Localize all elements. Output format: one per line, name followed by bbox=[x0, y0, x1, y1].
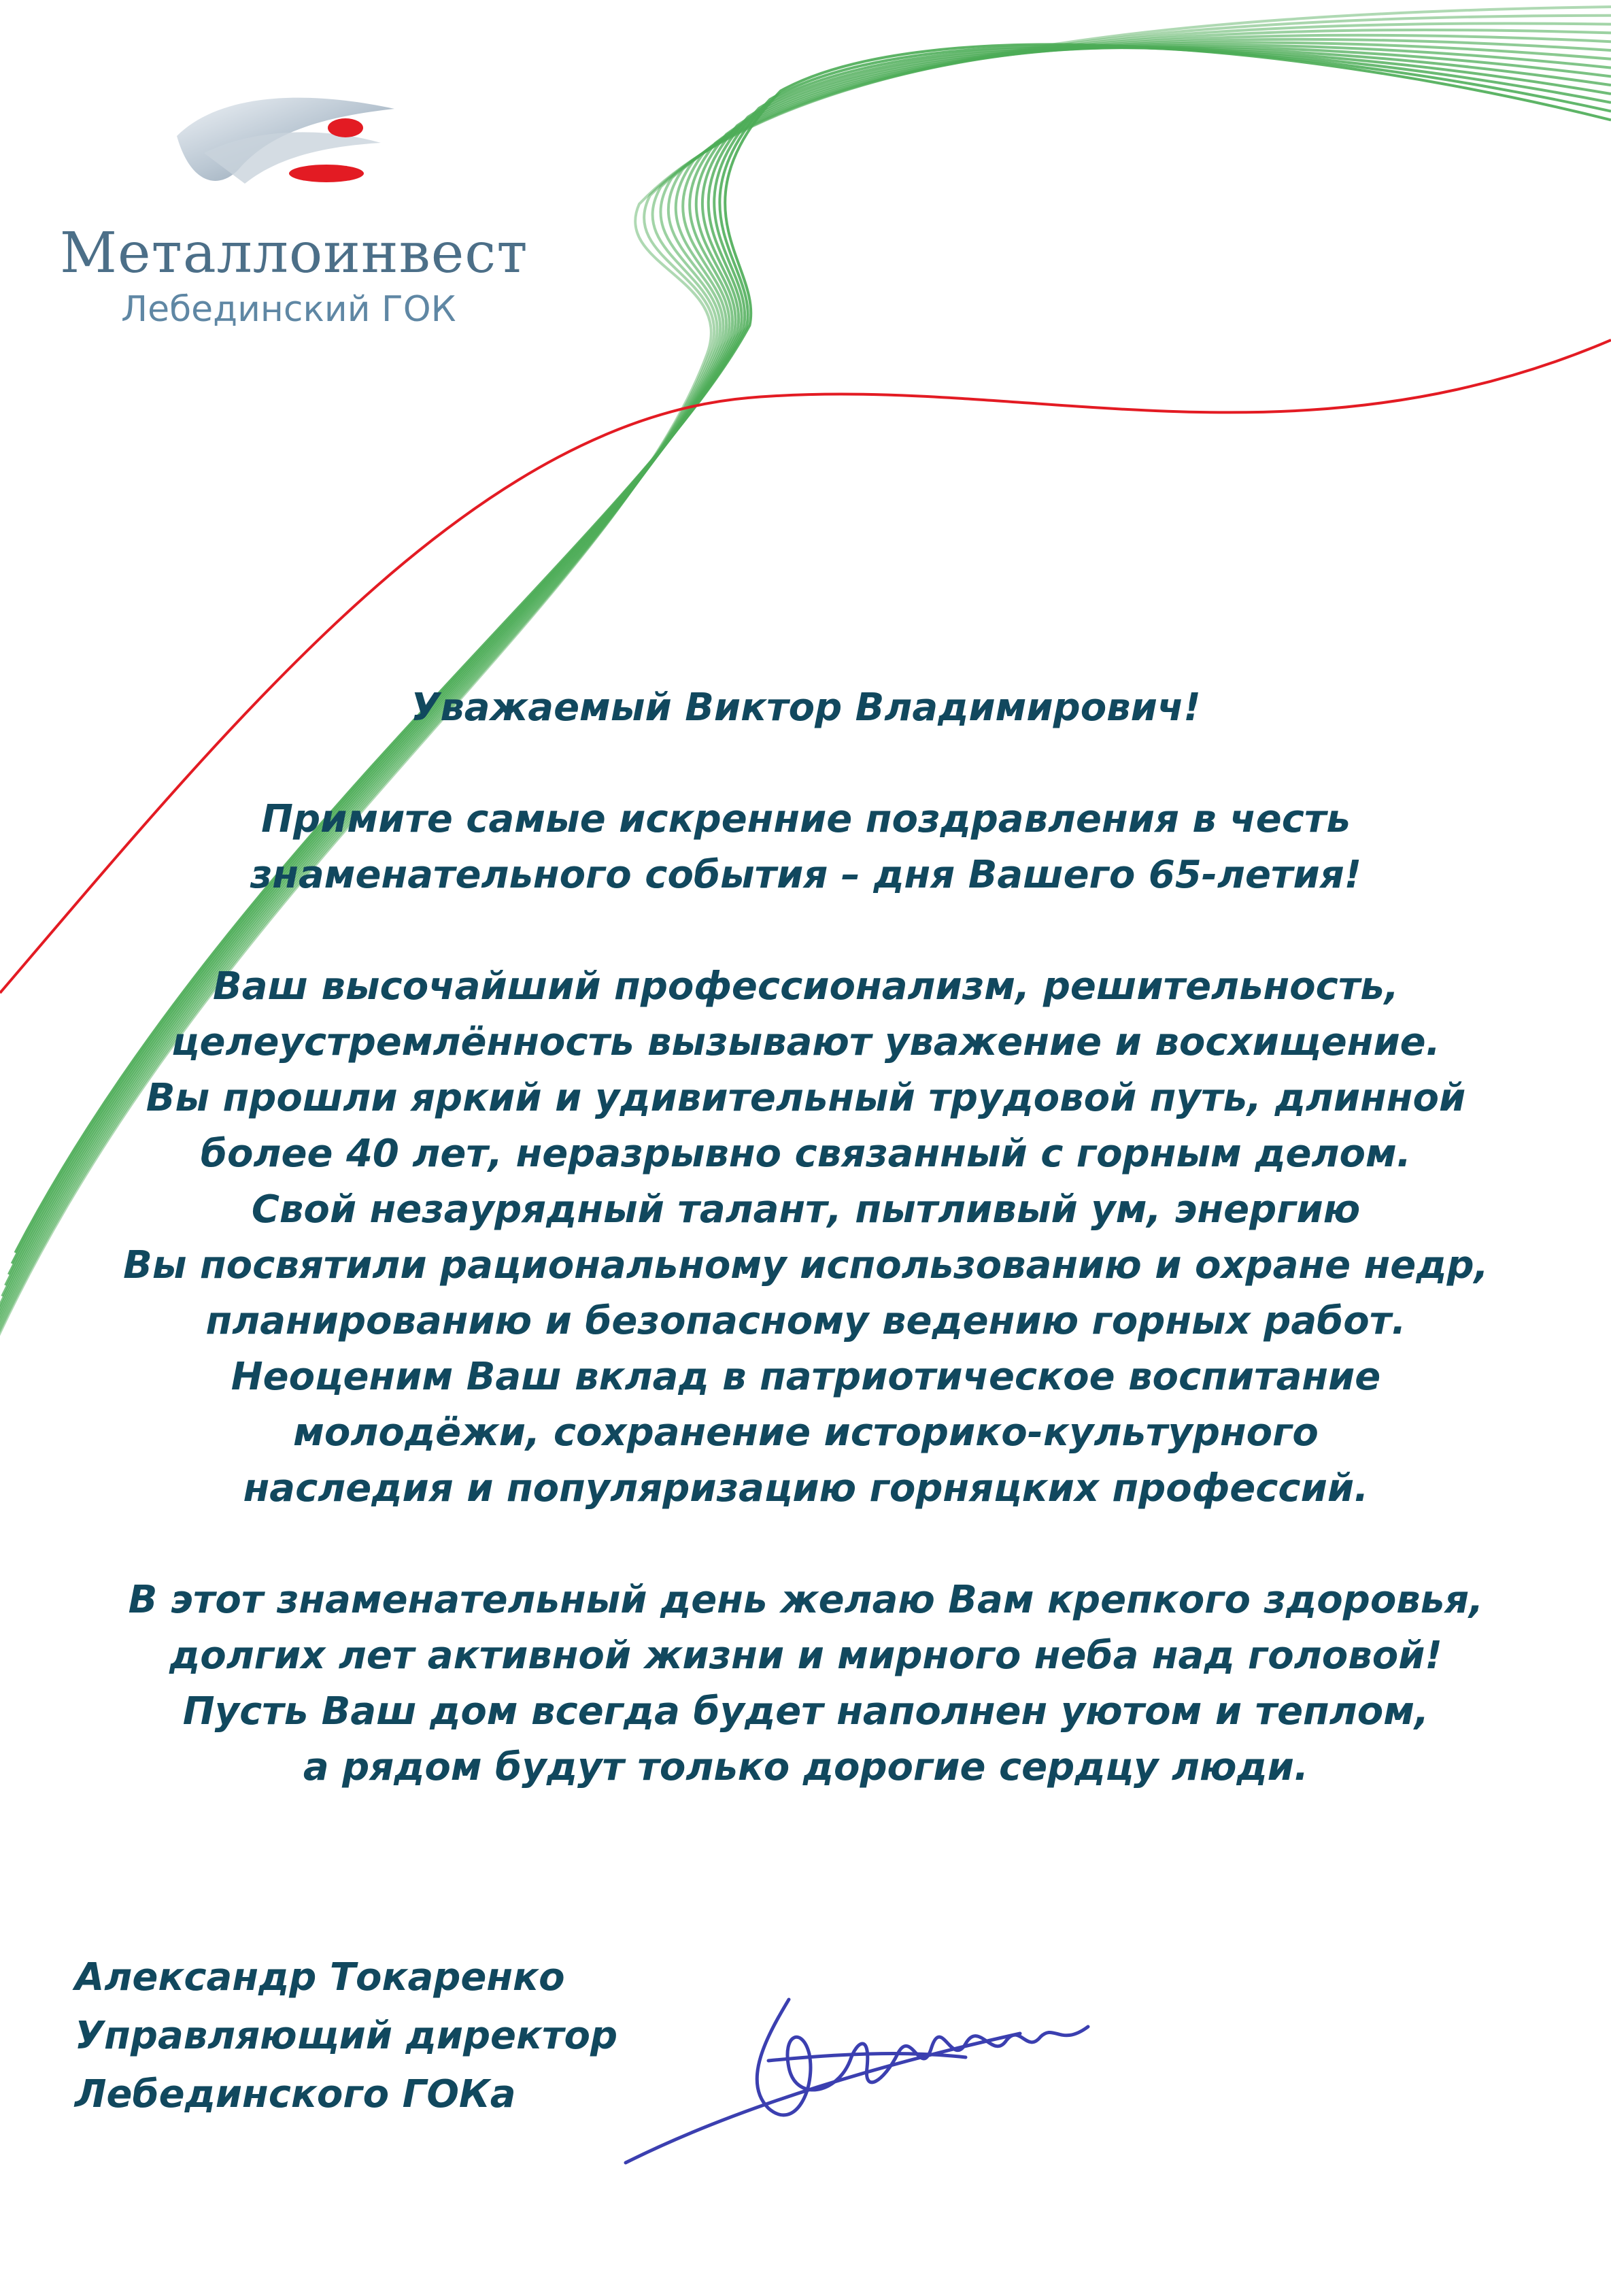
paragraph-2-line: Вы прошли яркий и удивительный трудовой путь, длинной bbox=[146, 1076, 1466, 1120]
paragraph-2-line: Ваш высочайший профессионализм, решительность, bbox=[213, 964, 1399, 1009]
signatory-block bbox=[75, 1948, 617, 2124]
company-name: Металлоинвест bbox=[60, 221, 528, 286]
paragraph-3-line: а рядом будут только дорогие сердцу люди. bbox=[303, 1745, 1309, 1789]
letter-body bbox=[41, 680, 1571, 1795]
paragraph-2-line: Неоценим Ваш вклад в патриотическое воспитание bbox=[231, 1355, 1381, 1399]
paragraph-2-line: Вы посвятили рациональному использованию и охране недр, bbox=[123, 1243, 1489, 1287]
salutation: Уважаемый Виктор Владимирович! bbox=[411, 686, 1201, 730]
signatory-title: Управляющий директор bbox=[75, 2014, 618, 2058]
paragraph-2-line: целеустремлённость вызывают уважение и восхищение. bbox=[171, 1020, 1440, 1064]
paragraph-2-line: наследия и популяризацию горняцких профессий. bbox=[243, 1466, 1369, 1510]
handwritten-signature bbox=[612, 1986, 1210, 2190]
paragraph-1-line: знаменательного события – дня Вашего 65-летия! bbox=[250, 853, 1362, 897]
signatory-organization: Лебединского ГОКа bbox=[75, 2072, 516, 2116]
paragraph-3-line: долгих лет активной жизни и мирного неба над головой! bbox=[169, 1634, 1442, 1678]
signatory-name: Александр Токаренко bbox=[75, 1955, 565, 1999]
paragraph-2-line: более 40 лет, неразрывно связанный с горным делом. bbox=[200, 1132, 1412, 1176]
metalloinvest-logo-icon bbox=[163, 88, 408, 204]
paragraph-1-line: Примите самые искренние поздравления в честь bbox=[261, 797, 1351, 841]
paragraph-2-line: молодёжи, сохранение историко-культурного bbox=[293, 1411, 1319, 1455]
paragraph-3-line: Пусть Ваш дом всегда будет наполнен уютом и теплом, bbox=[182, 1689, 1429, 1734]
paragraph-3-line: В этот знаменательный день желаю Вам крепкого здоровья, bbox=[128, 1578, 1484, 1622]
division-name: Лебединский ГОК bbox=[121, 289, 456, 330]
paragraph-2-line: Свой незаурядный талант, пытливый ум, энергию bbox=[251, 1187, 1361, 1232]
paragraph-2-line: планированию и безопасному ведению горных работ. bbox=[205, 1299, 1406, 1343]
